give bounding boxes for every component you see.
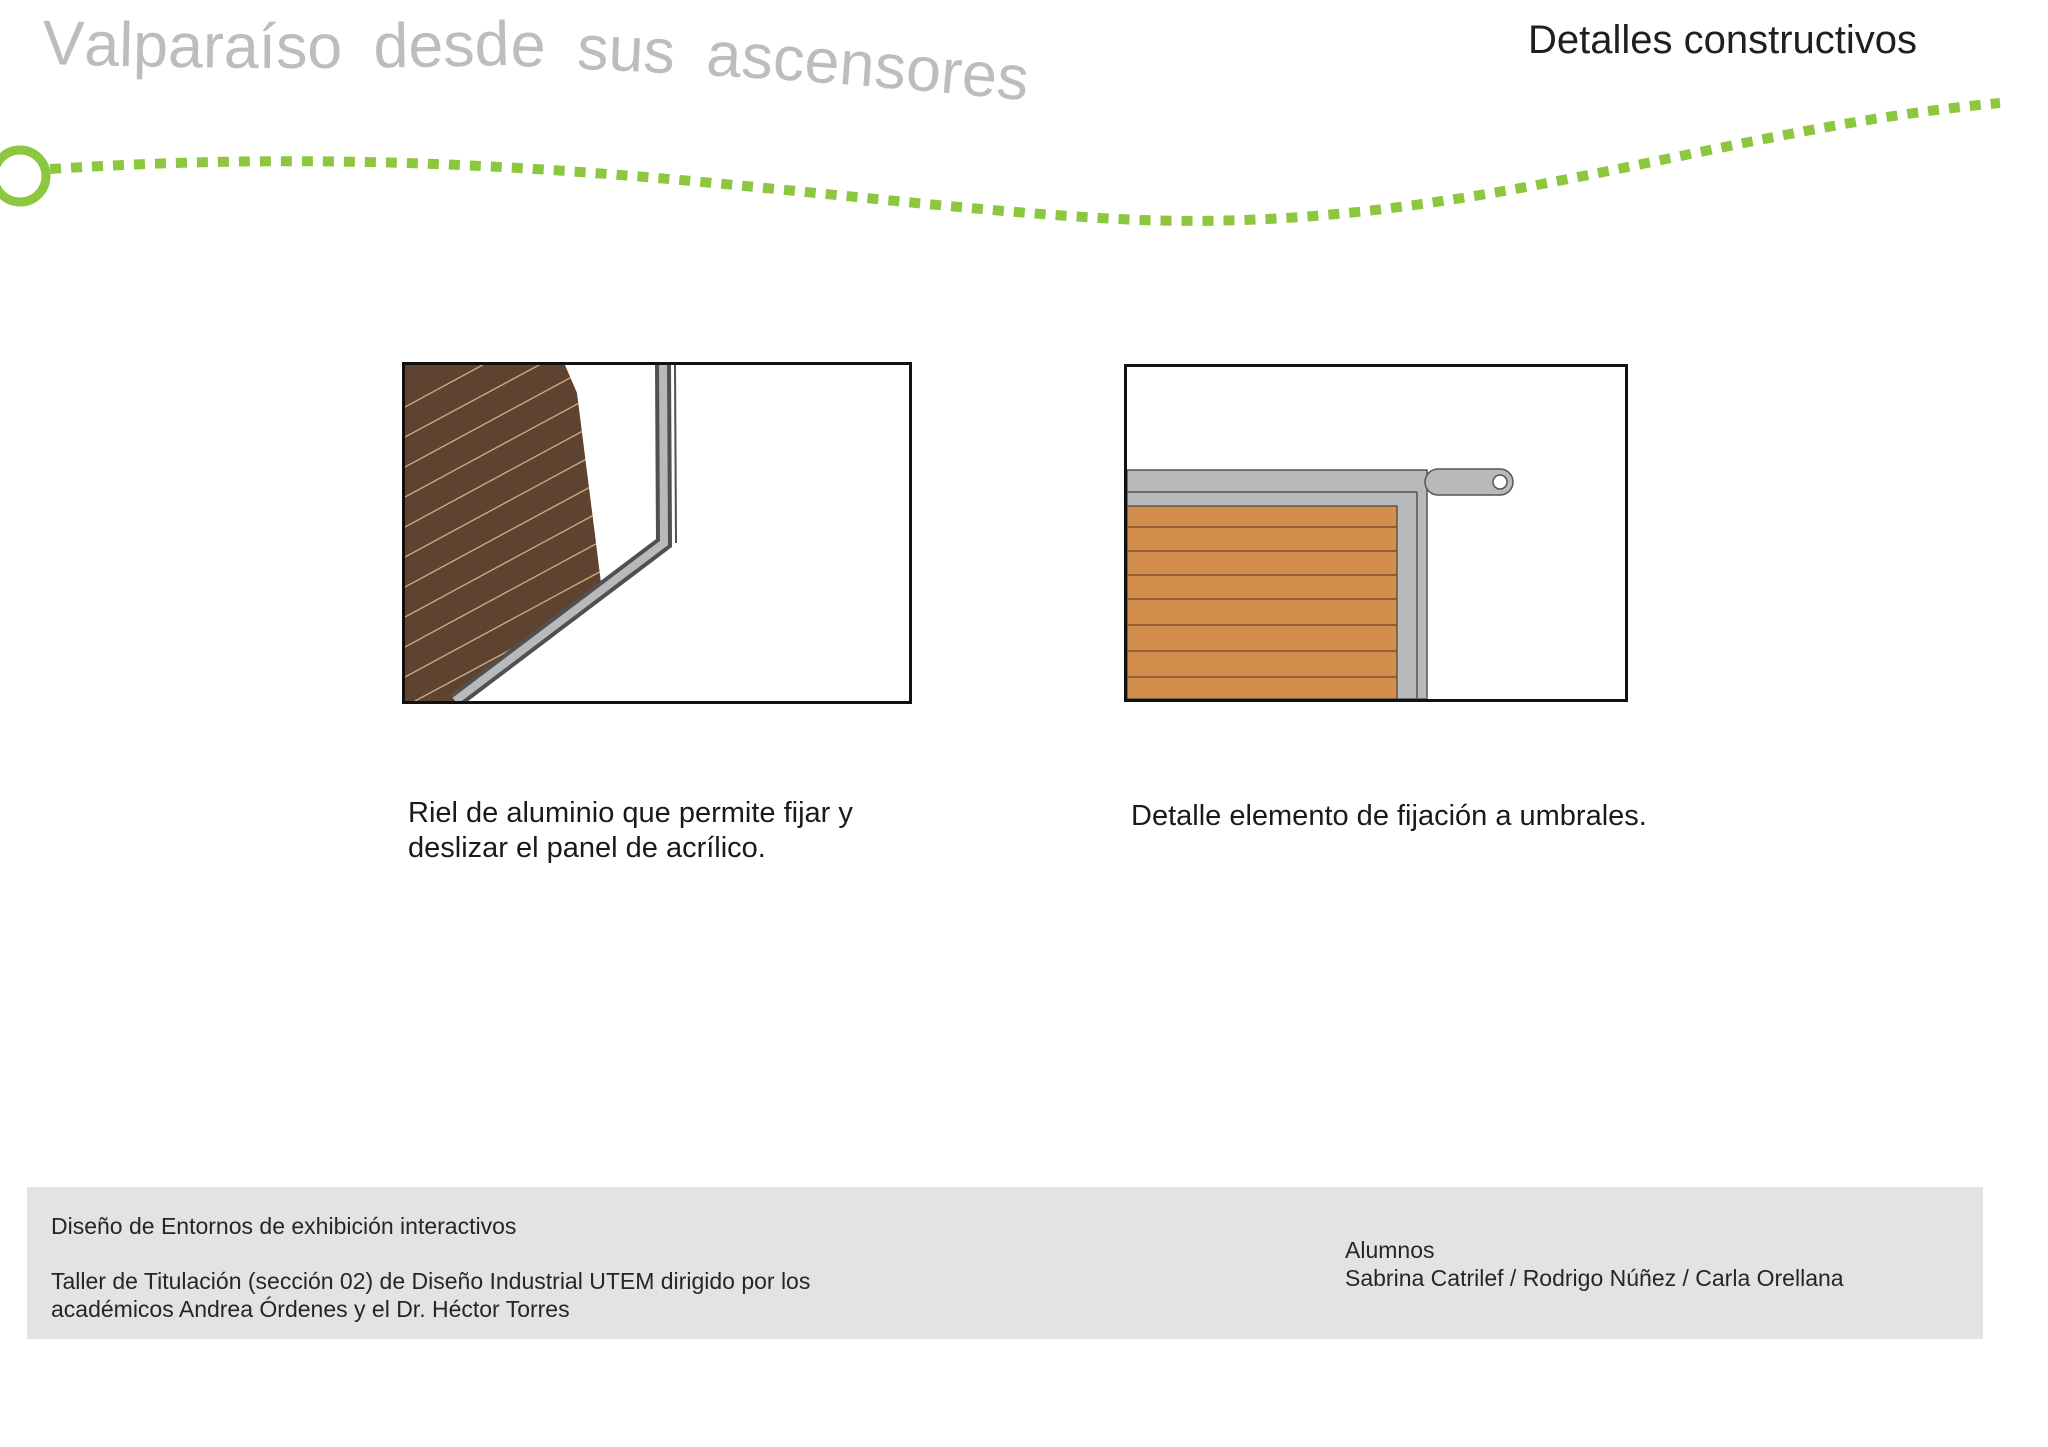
footer-students-label: Alumnos [1345, 1237, 1435, 1263]
project-title-char: o [307, 11, 343, 82]
project-title-char: V [41, 7, 86, 80]
footer-workshop-info: Taller de Titulación (sección 02) de Diseño Industrial UTEM dirigido por los académicos Andrea Órdenes y el Dr. Héctor Torres [51, 1268, 811, 1322]
project-title-char: d [473, 8, 511, 80]
project-title-char: s [871, 30, 910, 104]
project-title-char: a [167, 10, 204, 82]
project-title-char: s [575, 12, 611, 85]
project-title-char: a [704, 19, 744, 92]
project-title-char: s [739, 21, 776, 93]
project-title-char: p [132, 10, 169, 81]
project-title-char: r [202, 11, 225, 82]
project-title-char: í [258, 11, 277, 82]
project-title-char: d [372, 11, 409, 82]
fixing-hole-icon [1493, 475, 1507, 489]
project-title-char: l [118, 9, 134, 81]
project-title-char: e [959, 38, 1001, 112]
project-title-char: o [903, 33, 945, 107]
footer-course-name: Diseño de Entornos de exhibición interactivos [51, 1213, 517, 1239]
project-title-char: r [938, 36, 966, 109]
footer-students-names: Sabrina Catrilef / Rodrigo Núñez / Carla Orellana [1345, 1265, 1844, 1291]
project-title [42, 8, 1032, 114]
project-title-char: e [407, 10, 444, 82]
detail-caption-threshold-fixing: Detalle elemento de fijación a umbrales. [1131, 800, 1647, 832]
aluminium-rail-illustration [405, 365, 909, 701]
detail-drawing-aluminium-rail [402, 362, 912, 704]
project-title-char: s [275, 11, 308, 83]
project-title-char: n [837, 27, 878, 101]
dotted-route-line [50, 103, 2000, 221]
wood-panel [1127, 506, 1397, 699]
project-title-char: e [802, 25, 843, 98]
detail-drawing-threshold-fixing [1124, 364, 1628, 702]
project-title-char: s [641, 15, 677, 88]
footer-panel [27, 1187, 1983, 1339]
project-title-char: s [442, 9, 476, 81]
project-title-char: e [509, 9, 548, 82]
project-title-char: u [607, 14, 646, 86]
project-title-char: a [223, 11, 259, 82]
project-title-char: c [770, 23, 808, 96]
detail-caption-aluminium-rail: Riel de aluminio que permite fijar y deslizar el panel de acrílico. [408, 797, 853, 864]
section-title: Detalles constructivos [1528, 18, 1918, 62]
project-title-char: s [994, 41, 1032, 115]
wood-panel [405, 365, 601, 701]
route-start-circle-icon [0, 150, 46, 202]
project-title-char: a [83, 9, 121, 80]
threshold-fixing-illustration [1127, 367, 1625, 699]
